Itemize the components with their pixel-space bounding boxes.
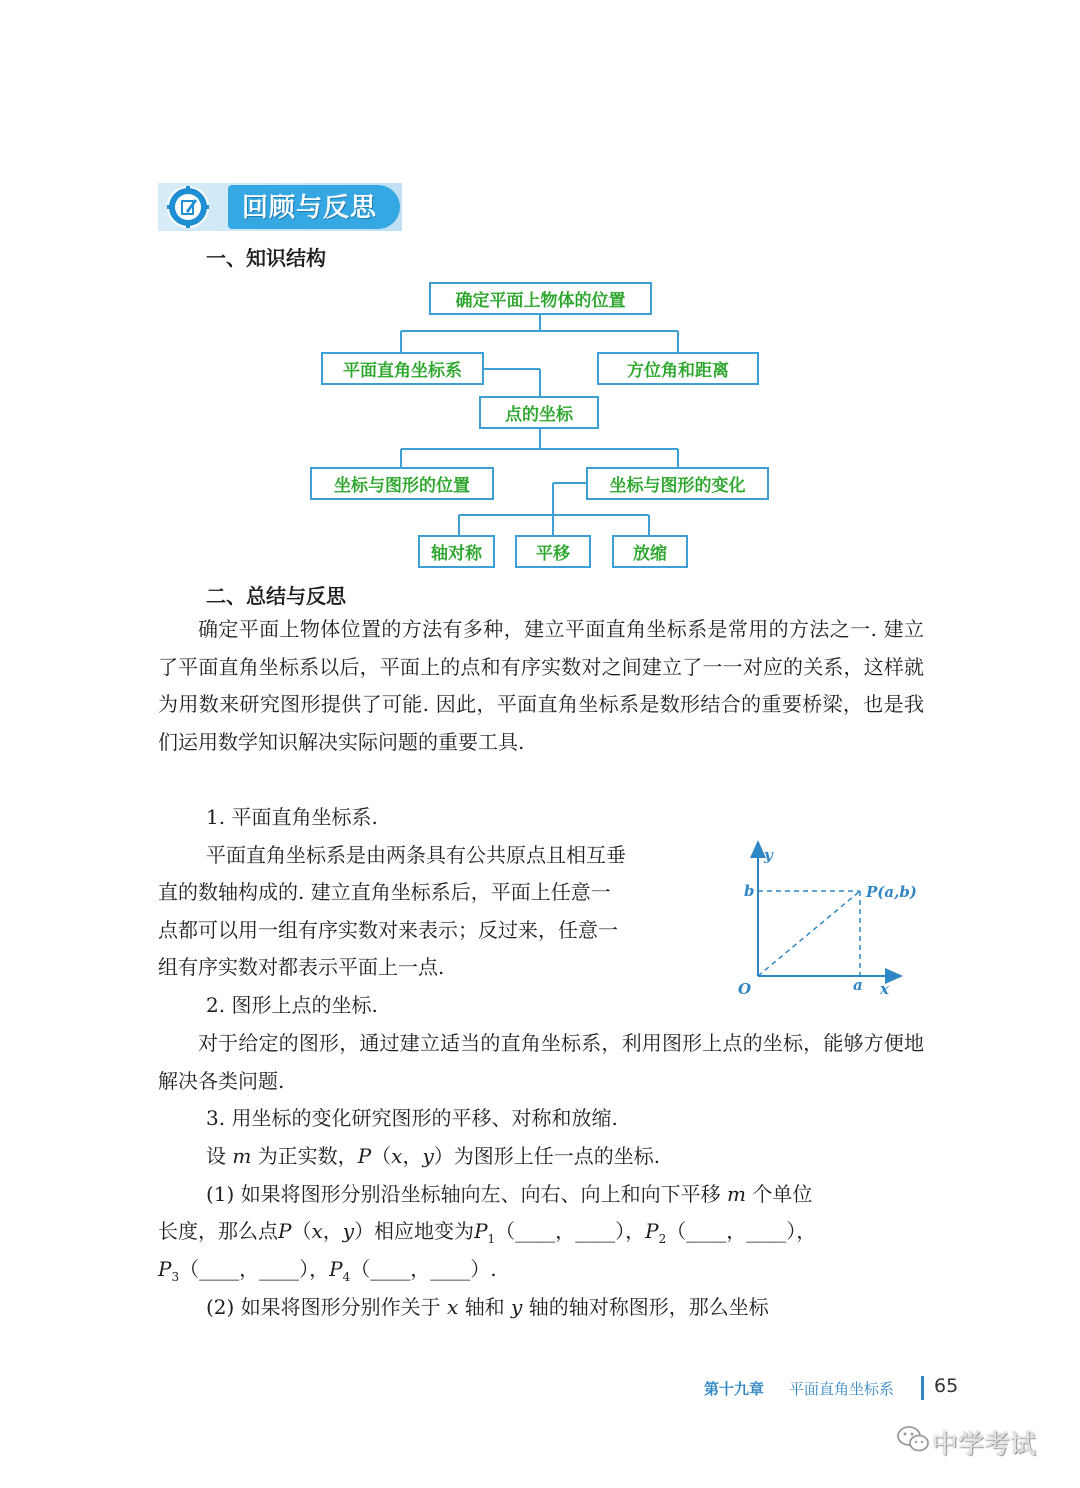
op-segment xyxy=(758,891,860,976)
a-label: a xyxy=(853,976,863,994)
item1-line: 直的数轴构成的. 建立直角坐标系后，平面上任意一 xyxy=(158,880,611,904)
y-axis-label: y xyxy=(764,846,773,864)
item3-q2-line: (2) 如果将图形分别作关于 x 轴和 y 轴的轴对称图形，那么坐标 xyxy=(206,1295,769,1319)
diagram-node-translation: 平移 xyxy=(515,535,591,568)
b-label: b xyxy=(744,882,755,900)
pencil-book-icon xyxy=(166,185,210,229)
footer-divider xyxy=(921,1376,924,1400)
diagram-node-bearing-distance: 方位角和距离 xyxy=(597,352,759,385)
watermark-text: 中学考试 xyxy=(932,1430,1037,1460)
item2-title: 2. 图形上点的坐标. xyxy=(206,993,378,1017)
diagram-node-point-coordinates: 点的坐标 xyxy=(479,396,599,429)
section-title: 回顾与反思 xyxy=(242,193,378,223)
origin-label: O xyxy=(738,980,752,998)
diagram-node-root: 确定平面上物体的位置 xyxy=(429,282,652,315)
diagram-node-reflection: 轴对称 xyxy=(418,535,495,568)
item1-line: 平面直角坐标系是由两条具有公共原点且相互垂 xyxy=(206,843,626,867)
item3-title: 3. 用坐标的变化研究图形的平移、对称和放缩. xyxy=(206,1106,618,1130)
item2-paragraph: 对于给定的图形，通过建立适当的直角坐标系，利用图形上点的坐标，能够方便地解决各类问题. xyxy=(158,1031,924,1093)
item3-q1-line: $P_3(\_\_\_\_$，____），$P_4(\_\_\_\_$，____）. xyxy=(158,1257,497,1284)
item3-intro: 设 m 为正实数，P（x，y）为图形上任一点的坐标. xyxy=(206,1144,661,1168)
diagram-node-coord-position: 坐标与图形的位置 xyxy=(310,467,494,500)
diagram-node-coord-transform: 坐标与图形的变化 xyxy=(586,467,769,500)
intro-paragraph: 确定平面上物体位置的方法有多种，建立平面直角坐标系是常用的方法之一. 建立了平面直角坐标系以后，平面上的点和有序实数对之间建立了一一对应的关系，这样就为用数来研究图形提供了可能. 因此，平面直角坐标系是数形结合的重要桥梁，也是我们运用数学知识解决实际问题的重要工具. xyxy=(158,617,924,754)
footer-chapter-title: 平面直角坐标系 xyxy=(789,1380,895,1398)
coordinate-figure xyxy=(730,838,930,1003)
item1-title: 1. 平面直角坐标系. xyxy=(206,805,378,829)
x-axis-label: x xyxy=(880,980,889,998)
diagram-node-scaling: 放缩 xyxy=(612,535,688,568)
item3-q1-line: (1) 如果将图形分别沿坐标轴向左、向右、向上和向下平移 m 个单位 xyxy=(206,1182,813,1206)
page-number: 65 xyxy=(934,1375,959,1397)
point-p-label: P(a,b) xyxy=(866,883,917,901)
wechat-icon xyxy=(896,1424,930,1454)
item1-line: 点都可以用一组有序实数对来表示；反过来，任意一 xyxy=(158,918,618,942)
part1-heading: 一、知识结构 xyxy=(206,246,326,270)
diagram-node-cartesian-system: 平面直角坐标系 xyxy=(321,352,484,385)
footer-chapter: 第十九章 xyxy=(704,1380,765,1398)
item3-q1-line: 长度，那么点P（x，y）相应地变为$P_1(\_\_\_\_$，____），$P_2(\_\_\_\_$，____）， xyxy=(158,1219,817,1246)
item1-line: 组有序实数对都表示平面上一点. xyxy=(158,955,445,979)
part2-heading: 二、总结与反思 xyxy=(206,584,346,608)
